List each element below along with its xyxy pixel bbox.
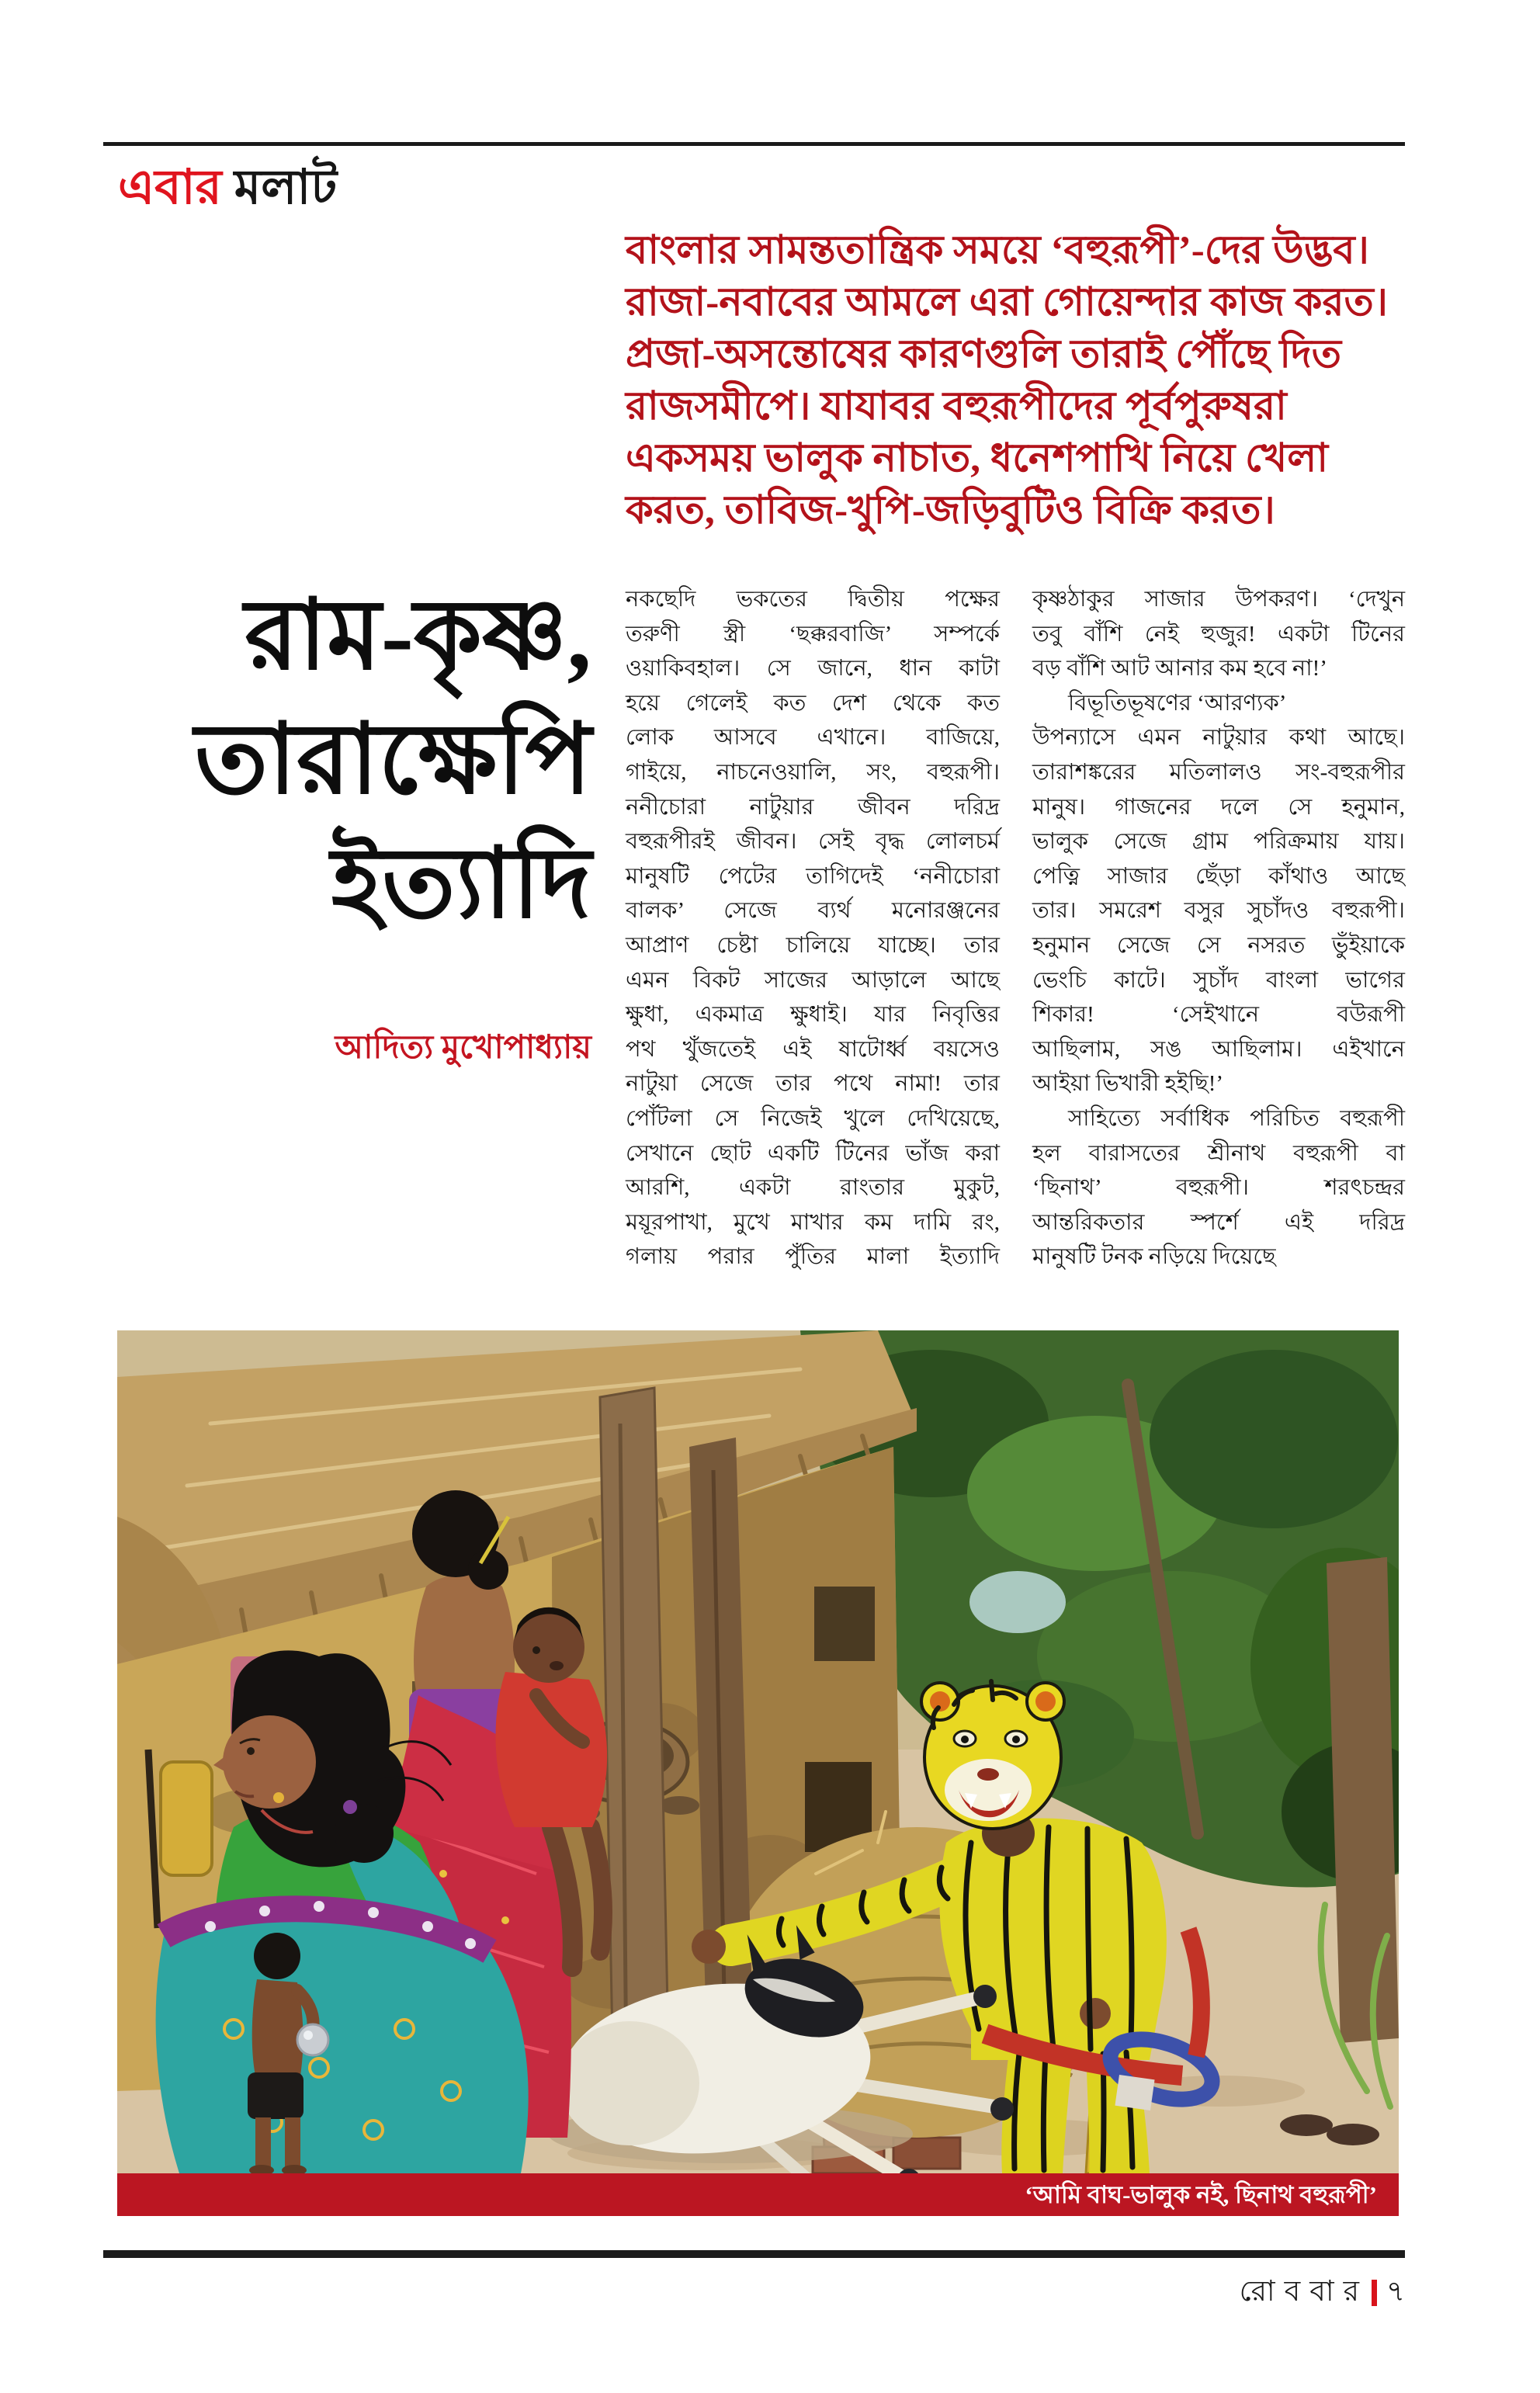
headline-line: রাম-কৃষ্ণ,: [245, 582, 591, 690]
body-line: ভেংচি কাটে। সুচাঁদ বাংলা ভাগের: [1032, 967, 1405, 993]
body-line: নকছেদি ভকতের দ্বিতীয় পক্ষের: [626, 587, 1000, 612]
body-line: হনুমান সেজে সে নসরত ভুঁইয়াকে: [1032, 932, 1405, 958]
village-photo-scene: [117, 1330, 1399, 2173]
body-line: সাহিত্যে সর্বাধিক পরিচিত বহুরূপী: [1068, 1105, 1405, 1131]
photo-caption: [117, 2173, 1399, 2216]
body-line: ওয়াকিবহাল। সে জানে, ধান কাটা: [626, 656, 1000, 681]
byline: আদিত্য মুখোপাধ্যায়: [335, 1030, 591, 1066]
body-line: লোক আসবে এখানে। বাজিয়ে,: [626, 725, 1000, 751]
body-line: বিভূতিভূষণের ‘আরণ্যক’: [1068, 690, 1287, 716]
body-line: পথ খুঁজতেই এই ষাটোর্ধ্ব বয়সেও: [626, 1036, 1000, 1062]
body-line: আপ্রাণ চেষ্টা চালিয়ে যাচ্ছে। তার: [626, 932, 1000, 958]
body-line: হয়ে গেলেই কত দেশ থেকে কত: [626, 690, 1000, 716]
body-line: মানুষটি টনক নড়িয়ে দিয়েছে: [1032, 1244, 1276, 1270]
body-line: তার। সমরেশ বসুর সুচাঁদও বহুরূপী।: [1032, 898, 1405, 924]
feature-photo: [117, 1330, 1399, 2216]
body-line: তরুণী স্ত্রী ‘ছক্করবাজি’ সম্পর্কে: [626, 621, 1000, 647]
body-line: বড় বাঁশি আট আনার কম হবে না!’: [1032, 656, 1327, 681]
body-line: ননীচোরা নাটুয়ার জীবন দরিদ্র: [626, 794, 1000, 820]
body-line: গাইয়ে, নাচনেওয়ালি, সং, বহুরূপী।: [626, 759, 1000, 785]
body-line: শিকার! ‘সেইখানে বউরূপী: [1032, 1002, 1405, 1028]
intro-line: একসময় ভালুক নাচাত, ধনেশপাখি নিয়ে খেলা: [626, 437, 1329, 480]
body-line: পোঁটলা সে নিজেই খুলে দেখিয়েছে,: [626, 1105, 1000, 1131]
magazine-name: রোববার: [1239, 2276, 1368, 2308]
body-column-1: [626, 582, 1000, 1275]
page-footer: [1240, 2268, 1405, 2317]
body-line: আইয়া ভিখারী হইছি!’: [1032, 1071, 1224, 1097]
body-line: বালক’ সেজে ব্যর্থ মনোরঞ্জনের: [626, 898, 1000, 924]
intro-line: করত, তাবিজ-খুপি-জড়িবুটিও বিক্রি করত।: [626, 489, 1275, 532]
top-rule: [103, 142, 1405, 146]
body-line: পেত্নি সাজার ছেঁড়া কাঁথাও আছে: [1032, 863, 1405, 889]
sandals: [1280, 2114, 1333, 2136]
kicker-word-black: মলাট: [234, 161, 338, 214]
body-line: নাটুয়া সেজে তার পথে নামা! তার: [626, 1071, 1000, 1097]
body-line: ভালুক সেজে গ্রাম পরিক্রমায় যায়।: [1032, 829, 1405, 855]
standfirst: [626, 225, 1411, 537]
lattice-window: [814, 1587, 875, 1661]
intro-line: রাজা-নবাবের আমলে এরা গোয়েন্দার কাজ করত।: [626, 281, 1389, 324]
body-line: উপন্যাসে এমন নাটুয়ার কথা আছে।: [1032, 725, 1405, 751]
article-headline: [85, 574, 591, 947]
body-line: সেখানে ছোট একটি টিনের ভাঁজ করা: [626, 1140, 1000, 1166]
body-line: মানুষটি পেটের তাগিদেই ‘ননীচোরা: [626, 863, 1000, 889]
body-line: হল বারাসতের শ্রীনাথ বহুরূপী বা: [1032, 1140, 1405, 1166]
body-line: তারাশঙ্করের মতিলালও সং-বহুরূপীর: [1032, 759, 1405, 785]
footer-rule: [103, 2250, 1405, 2258]
body-line: আন্তরিকতার স্পর্শে এই দরিদ্র: [1032, 1209, 1405, 1235]
body-line: ক্ষুধা, একমাত্র ক্ষুধাই। যার নিবৃত্তির: [626, 1002, 1000, 1028]
body-line: মানুষ। গাজনের দলে সে হনুমান,: [1032, 794, 1405, 820]
body-line: গলায় পরার পুঁতির মালা ইত্যাদি: [626, 1244, 1000, 1270]
section-kicker: [118, 151, 337, 231]
body-line: আছিলাম, সঙ আছিলাম। এইখানে: [1032, 1036, 1405, 1062]
intro-line: বাংলার সামন্ততান্ত্রিক সময়ে ‘বহুরূপী’-দের উদ্ভব।: [626, 229, 1369, 272]
headline-line: তারাক্ষেপি: [194, 706, 591, 814]
body-line: আরশি, একটা রাংতার মুকুট,: [626, 1175, 1000, 1201]
headline-line: ইত্যাদি: [331, 831, 591, 938]
waist-pouch: [1115, 2075, 1154, 2110]
body-line: তবু বাঁশি নেই হুজুর! একটা টিনের: [1032, 621, 1405, 647]
body-line: কৃষ্ণঠাকুর সাজার উপকরণ। ‘দেখুন: [1032, 587, 1405, 612]
page-number: ৭: [1386, 2276, 1405, 2308]
body-line: ময়ূরপাখা, মুখে মাখার কম দামি রং,: [626, 1209, 1000, 1235]
intro-line: প্রজা-অসন্তোষের কারণগুলি তারাই পৌঁছে দিত: [626, 333, 1341, 376]
photo-caption-text: ‘আমি বাঘ-ভালুক নই, ছিনাথ বহুরূপী’: [1025, 2181, 1377, 2208]
kicker-word-red: এবার: [118, 161, 222, 214]
footer-separator: [1372, 2280, 1377, 2306]
intro-line: রাজসমীপে। যাযাবর বহুরূপীদের পূর্বপুরুষরা: [626, 385, 1287, 428]
body-column-2: [1032, 582, 1405, 1275]
body-line: ‘ছিনাথ’ বহুরূপী। শরৎচন্দ্রর: [1032, 1175, 1405, 1201]
body-line: বহুরূপীরই জীবন। সেই বৃদ্ধ লোলচর্ম: [626, 829, 1000, 855]
hand-on-tree: [692, 1930, 726, 1964]
body-line: এমন বিকট সাজের আড়ালে আছে: [626, 967, 1000, 993]
